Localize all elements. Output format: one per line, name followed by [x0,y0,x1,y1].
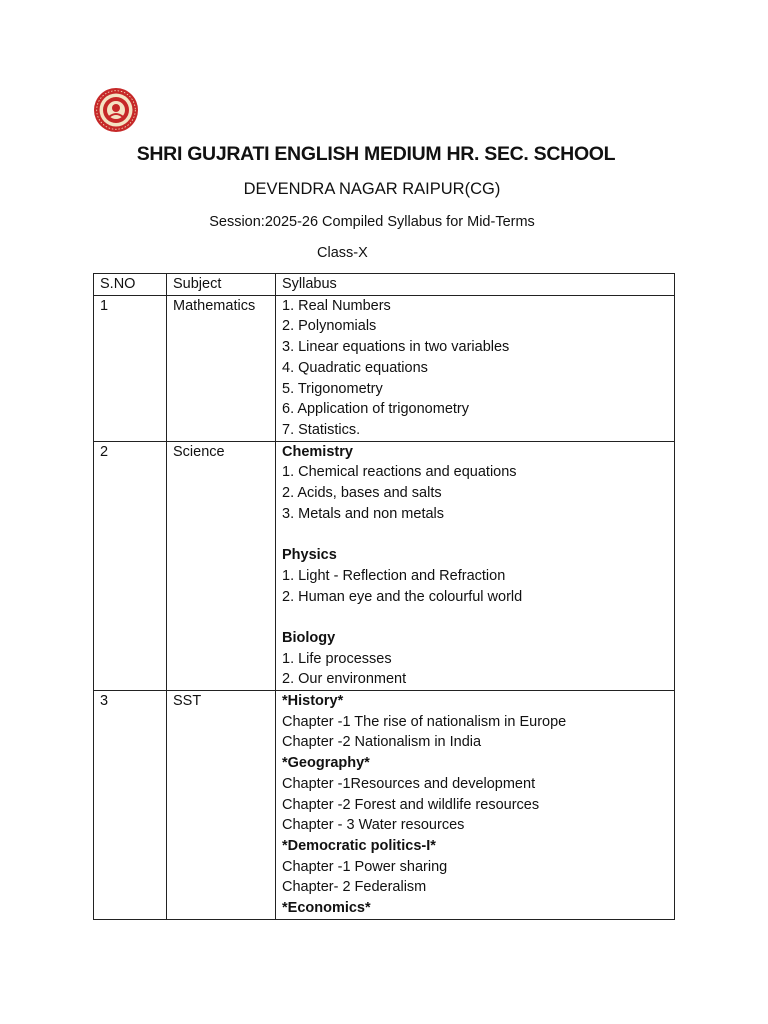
syllabus-item: Chapter -2 Forest and wildlife resources [282,796,540,813]
syllabus-table [93,273,675,920]
row-syllabus [276,295,675,441]
section-heading: Chemistry [282,443,353,460]
table-row [94,295,675,441]
syllabus-item: 2. Human eye and the colourful world [282,588,523,605]
school-name: SHRI GUJRATI ENGLISH MEDIUM HR. SEC. SCHOOL [136,143,616,165]
section-heading: *Economics* [282,900,371,917]
syllabus-item: 2. Polynomials [282,318,377,335]
syllabus-item: 4. Quadratic equations [282,359,428,376]
school-logo [93,87,139,133]
syllabus-item: 1. Real Numbers [282,297,391,314]
syllabus-item: Chapter -2 Nationalism in India [282,734,482,751]
section-heading: *Geography* [282,755,370,772]
row-subject: SST [167,691,276,920]
row-subject: Mathematics [167,295,276,441]
section-spacer [282,524,668,545]
syllabus-item: 7. Statistics. [282,421,361,438]
session-title: Session:2025-26 Compiled Syllabus for Mid-Terms [209,214,535,230]
header-syllabus: Syllabus [276,274,675,296]
section-spacer [282,607,668,628]
header-sno: S.NO [94,274,167,296]
syllabus-item: 3. Metals and non metals [282,505,445,522]
syllabus-item: 2. Our environment [282,671,407,688]
table-row [94,691,675,920]
syllabus-item: Chapter- 2 Federalism [282,879,427,896]
syllabus-item: 2. Acids, bases and salts [282,485,442,502]
table-header-row [94,274,675,296]
section-heading: *History* [282,693,344,710]
row-syllabus [276,691,675,920]
row-sno: 3 [94,691,167,920]
table-row [94,441,675,690]
section-heading: *Democratic politics-I* [282,837,436,854]
syllabus-item: 6. Application of trigonometry [282,401,469,418]
syllabus-item: Chapter -1 Power sharing [282,858,448,875]
row-sno: 2 [94,441,167,690]
header-subject: Subject [167,274,276,296]
syllabus-item: 5. Trigonometry [282,380,383,397]
school-address: DEVENDRA NAGAR RAIPUR(CG) [243,180,501,198]
class-label: Class-X [317,245,368,261]
row-syllabus [276,441,675,690]
section-heading: Physics [282,547,337,564]
syllabus-item: Chapter -1Resources and development [282,775,536,792]
row-sno: 1 [94,295,167,441]
syllabus-item: 1. Light - Reflection and Refraction [282,567,506,584]
row-subject: Science [167,441,276,690]
section-heading: Biology [282,629,336,646]
syllabus-item: Chapter - 3 Water resources [282,817,465,834]
syllabus-item: Chapter -1 The rise of nationalism in Europe [282,713,567,730]
syllabus-item: 3. Linear equations in two variables [282,339,510,356]
syllabus-item: 1. Life processes [282,650,392,667]
syllabus-item: 1. Chemical reactions and equations [282,464,517,481]
